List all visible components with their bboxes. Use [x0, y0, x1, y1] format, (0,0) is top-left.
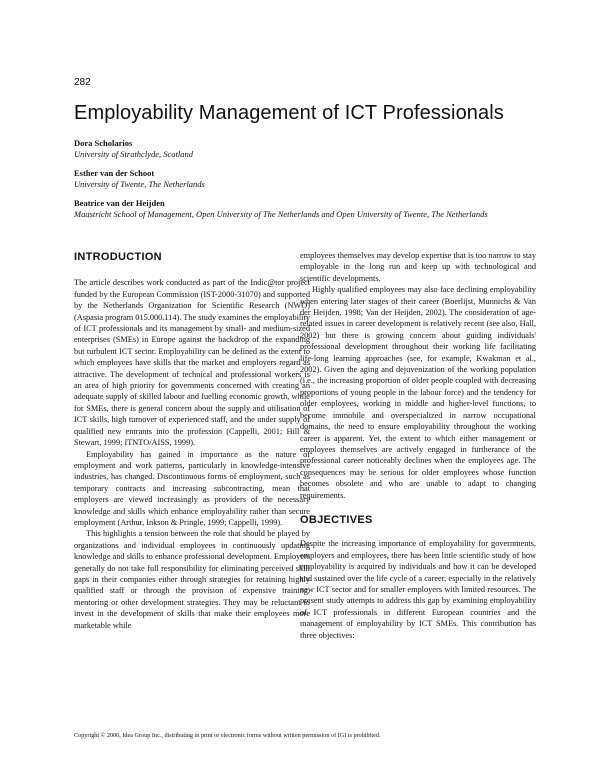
body-paragraph: Employability has gained in importance as the nature of employment and work patterns, particularly in knowledge-intensive industries, has changed. Discontinuous forms of employment, such as temporary contracts and increasing subcontracting, mean that employers are viewed increasingly as providers of the necessary knowledge and skills which enhance employability rather than secure employment (Arthur, Inkson & Pringle, 1999; Cappelli, 1999).	[74, 449, 310, 527]
author-affiliation: University of Strathclyde, Scotland	[74, 149, 193, 159]
article-title: Employability Management of ICT Professionals	[74, 102, 504, 124]
body-paragraph: Highly qualified employees may also face declining employability when entering later stages of their career (Boerlijst, Munnichs & Van der Heijden, 1998; Van der Heijden, 2002). The consideration of age-related issues in career development is relatively recent (see also, Hall, 2002) but there is growing concern about guiding individuals' professional development throughout their working life facilitating life-long learning approaches (see, for example, Kwakman et al., 2002). Given the aging and dejuvenization of the working population (i.e., the increasing proportion of older people coupled with decreasing proportions of young people in the labour force) and the tendency for older employees, working in middle and higher-level functions, to become immobile and overspecialized in narrow occupational domains, the need to ensure employability throughout the working career is apparent. Yet, the extent to which either management or employees themselves are actively engaged in furtherance of the professional career noticeably declines when the employees age. The consequences may be serious for older employees whose function becomes obsolete and who are unable to adapt to changing requirements.	[300, 285, 536, 500]
body-paragraph: Despite the increasing importance of employability for governments, employers and employees, there has been little scientific study of how employability is acquired by individuals and how it can be developed and sustained over the life cycle of a career, especially in the relatively new ICT sector and for smaller employers with limited resources. The present study attempts to address this gap by examining employability of ICT professionals in different European countries and the management of employability by ICT SMEs. This contribution has three objectives:	[300, 539, 536, 640]
page-number: 282	[74, 77, 91, 88]
author-name: Beatrice van der Heijden	[74, 198, 165, 208]
author-name: Dora Scholarios	[74, 138, 133, 148]
author-affiliation: Maastricht School of Management, Open University of The Netherlands and Open University of Twente, The Netherlands	[74, 209, 488, 219]
author-name: Esther van der Schoot	[74, 168, 155, 178]
section-heading-introduction: INTRODUCTION	[74, 251, 162, 263]
author-affiliation: University of Twente, The Netherlands	[74, 179, 205, 189]
right-column	[300, 250, 536, 641]
author-entry	[74, 168, 534, 190]
body-paragraph: The article describes work conducted as part of the Indic@tor project funded by the European Commission (IST-2000-31070) and supported by the Netherlands Organization for Scientific Research (NWO) (Aspasia program 015.000.114). The study examines the employability of ICT professionals and its management by small- and medium-sized enterprises (SMEs) in Europe against the backdrop of the expanding but turbulent ICT sector. Employability can be defined as the extent to which employees have skills that the market and employers regard as attractive. The development of technical and professional workers is an area of high priority for governments concerned with creating an adequate supply of skilled labour and fuelling economic growth, while for SMEs, there is general concern about the supply and utilisation of ICT skills, high turnover of experienced staff, and the under supply of qualified new entrants into the profession (Cappelli, 2001; Hill & Stewart, 1999; ITNTO/AISS, 1999).	[74, 278, 310, 448]
left-column	[74, 252, 310, 631]
body-paragraph: employees themselves may develop expertise that is too narrow to stay employable in the long run and keep up with technological and scientific developments.	[300, 251, 536, 283]
author-entry	[74, 138, 534, 160]
copyright-footer: Copyright © 2006, Idea Group Inc., distributing in print or electronic forms without written permission of IGI is prohibited.	[74, 732, 381, 739]
author-list	[74, 138, 534, 228]
body-paragraph: This highlights a tension between the role that should be played by organizations and individual employees in continuously updating knowledge and skills to enhance professional development. Employers generally do not take full responsibility for eliminating perceived skill gaps in their companies either through strategies for retaining highly qualified staff or through the provision of expensive training, mentoring or other development strategies. They may be reluctant to invest in the development of skills that make their employees more marketable while	[74, 529, 310, 630]
section-heading-objectives: OBJECTIVES	[300, 513, 373, 526]
author-entry	[74, 198, 534, 220]
